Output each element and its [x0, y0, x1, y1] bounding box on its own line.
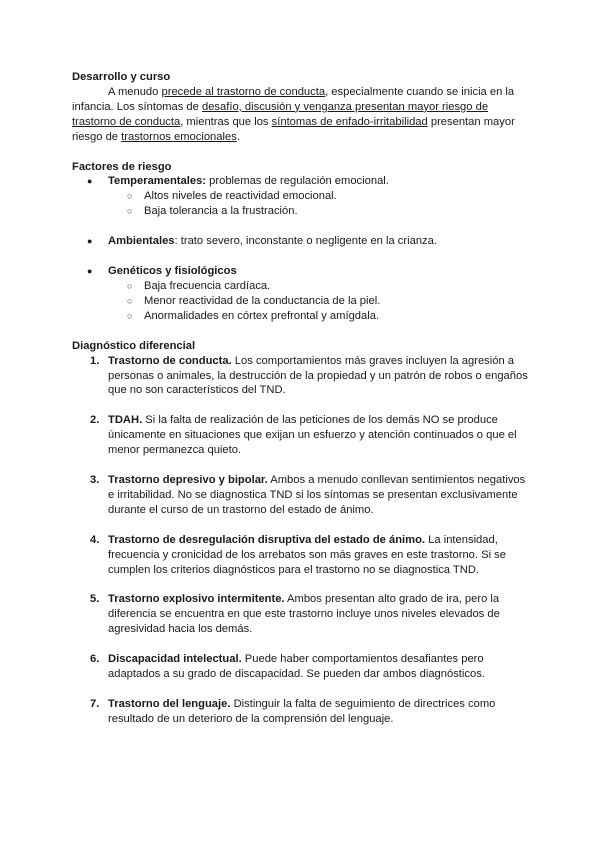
differential-item [72, 697, 532, 727]
item-title: Trastorno de conducta. [108, 354, 232, 367]
differential-item [72, 413, 532, 458]
risk-factor-list [72, 174, 532, 323]
sub-item: ○ Baja tolerancia a la frustración. [72, 204, 532, 219]
sub-list [108, 189, 532, 219]
text-run: , mientras que los [180, 115, 272, 128]
sub-item: ○ Anormalidades en córtex prefrontal y amígdala. [72, 309, 532, 324]
section-diagnostico [72, 339, 532, 727]
item-text: Los comportamientos más graves incluyen la agresión a personas o animales, la destrucción de la propiedad y un patrón de robos o engaños que no son característicos del TND. [108, 354, 528, 397]
risk-factor-text: problemas de regulación emocional. [206, 175, 389, 188]
item-text: Ambos presentan alto grado de ira, pero la diferencia se encuentra en que este trastorno incluye unos niveles elevados de agresividad hacia los demás. [108, 593, 500, 636]
risk-factor-label: Temperamentales: [108, 175, 207, 188]
risk-factor-item [72, 234, 532, 249]
paragraph-desarrollo [72, 85, 532, 145]
heading-diagnostico: Diagnóstico diferencial [72, 339, 196, 352]
item-text: La intensidad, frecuencia y cronicidad de los arrebatos son más graves en este trastorno. Si se cumplen los criterios diagnósticos para el trastorno no se diagnostica TND. [108, 533, 506, 576]
risk-factor-text: : trato severo, inconstante o negligente en la crianza. [174, 235, 437, 248]
item-title: Trastorno depresivo y bipolar. [108, 474, 268, 487]
item-title: Trastorno del lenguaje. [108, 698, 231, 710]
risk-factor-item [72, 174, 532, 219]
risk-factor-item [72, 264, 532, 324]
item-text: Puede haber comportamientos desafiantes pero adaptados a su grado de discapacidad. Se pueden dar ambos diagnósticos. [108, 653, 485, 681]
document-content [72, 70, 532, 727]
section-factores [72, 160, 532, 324]
text-run: presentan mayor riesgo de [72, 115, 515, 143]
item-number: 6. [90, 653, 100, 666]
item-number: 4. [90, 533, 100, 546]
item-title: TDAH. [108, 414, 143, 427]
item-number: 7. [90, 698, 100, 710]
risk-factor-label: Ambientales [108, 235, 175, 248]
text-run: . [236, 130, 240, 143]
heading-desarrollo: Desarrollo y curso [72, 71, 171, 83]
heading-factores: Factores de riesgo [72, 160, 172, 173]
item-text: Distinguir la falta de seguimiento de directrices como resultado de un deterioro de la comprensión del lenguaje. [108, 698, 496, 725]
item-text: Si la falta de realización de las peticiones de los demás NO se produce únicamente en situaciones que exijan un esfuerzo y atención continuados o que el menor permanezca quieto. [108, 414, 517, 457]
differential-item [72, 354, 532, 399]
risk-factor-label: Genéticos y fisiológicos [108, 265, 237, 278]
underlined-text: trastornos emocionales [121, 130, 237, 143]
text-run: A menudo [108, 85, 162, 98]
sub-item: ○ Baja frecuencia cardíaca. [72, 279, 532, 294]
item-number: 2. [90, 414, 100, 427]
differential-item [72, 473, 532, 518]
underlined-text: precede al trastorno de conducta [161, 85, 326, 98]
item-number: 3. [90, 474, 100, 487]
sub-item: ○ Altos niveles de reactividad emocional. [72, 189, 532, 204]
underlined-text: síntomas de enfado-irritabilidad [271, 115, 428, 128]
item-title: Trastorno de desregulación disruptiva del estado de ánimo. [108, 533, 426, 546]
item-title: Trastorno explosivo intermitente. [108, 593, 285, 606]
differential-item [72, 652, 532, 682]
item-number: 5. [90, 593, 100, 606]
text-run: , especialmente cuando se inicia en la infancia. Los síntomas de [72, 85, 515, 113]
item-text: Ambos a menudo conllevan sentimientos negativos e irritabilidad. No se diagnostica TND si los síntomas se presentan exclusivamente durante el curso de un trastorno del estado de ánimo. [108, 474, 526, 516]
sub-list [108, 279, 532, 324]
differential-item [72, 533, 532, 578]
differential-item [72, 592, 532, 637]
underlined-text: desafío, discusión y venganza presentan mayor riesgo de trastorno de conducta [72, 100, 489, 128]
sub-item: ○ Menor reactividad de la conductancia de la piel. [72, 294, 532, 309]
item-number: 1. [90, 354, 100, 367]
differential-list [72, 354, 532, 727]
item-title: Discapacidad intelectual. [108, 653, 242, 666]
